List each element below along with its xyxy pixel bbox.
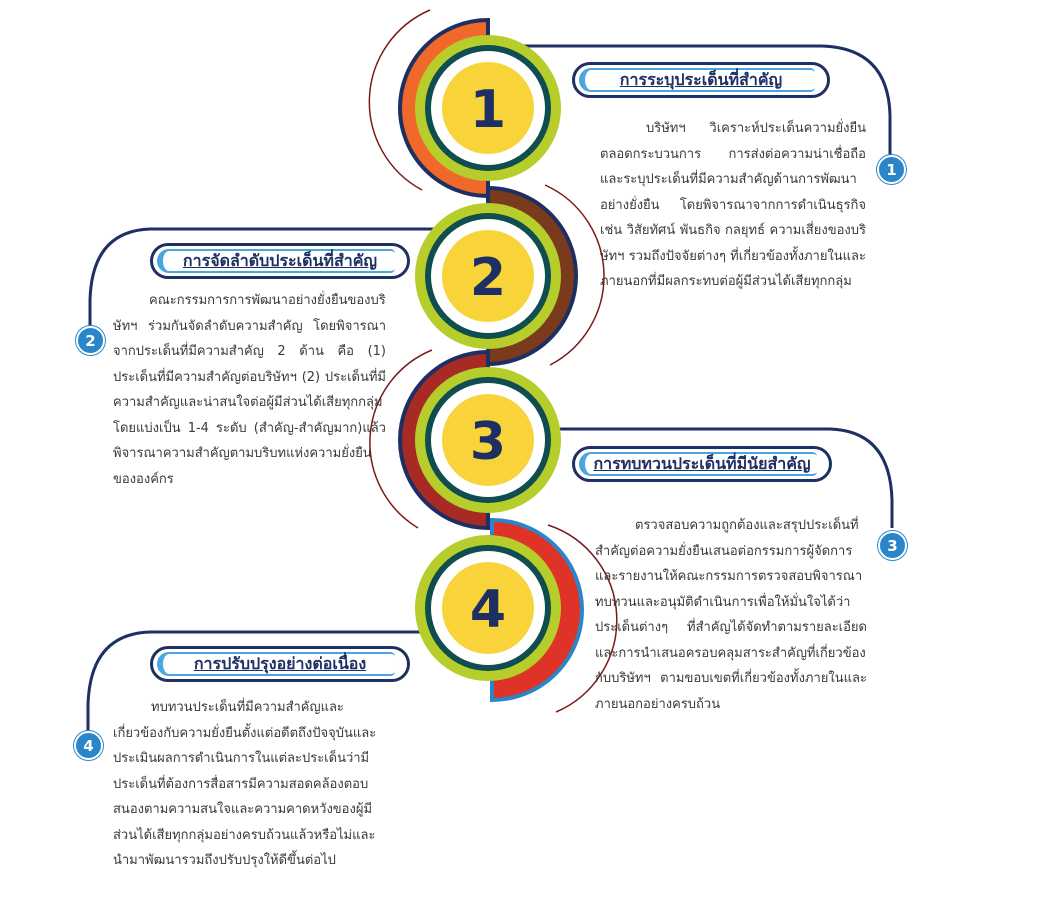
step-number-4: 4 bbox=[469, 580, 507, 640]
step-3-title: การทบทวนประเด็นที่มีนัยสำคัญ bbox=[593, 453, 811, 473]
step-number-3: 3 bbox=[469, 412, 507, 472]
step-4-title: การปรับปรุงอย่างต่อเนื่อง bbox=[193, 653, 367, 673]
step-2-description: คณะกรรมการการพัฒนาอย่างยั่งยืนของบริษัทฯ ร่วมกันจัดลำดับความสำคัญ โดยพิจารณาจากประเด็นที่มีความสำคัญ 2 ด้าน คือ (1) ประเด็นที่มีความสำคัญต่อบริษัทฯ (2) ประเด็นที่มีความสำคัญและน่าสนใจต่อผู้มีส่วนได้เสียทุกกลุ่ม โดยแบ่งเป็น 1-4 ระดับ (สำคัญ-สำคัญมาก)แล้วพิจารณาความสำคัญตามบริบทแห่งความยั่งยืนขององค์กร bbox=[113, 293, 386, 487]
step-4-graphic bbox=[415, 520, 582, 700]
step-2-title-pill bbox=[150, 243, 410, 279]
step-number-2: 2 bbox=[469, 248, 507, 308]
step-1-marker: 1 bbox=[877, 155, 906, 184]
step-4-title-pill bbox=[150, 646, 410, 682]
step-2-title: การจัดลำดับประเด็นที่สำคัญ bbox=[182, 250, 378, 270]
step-1-title: การระบุประเด็นที่สำคัญ bbox=[619, 69, 783, 89]
step-3-title-pill bbox=[572, 446, 832, 482]
step-1-title-pill bbox=[572, 62, 830, 98]
step-2-graphic bbox=[415, 188, 576, 364]
step-2-marker: 2 bbox=[76, 326, 105, 355]
step-3-description: ตรวจสอบความถูกต้องและสรุปประเด็นที่สำคัญต่อความยั่งยืนเสนอต่อกรรมการผู้จัดการและรายงานให้คณะกรรมการตรวจสอบพิจารณาทบทวนและอนุมัติดำเนินการเพื่อให้มั่นใจได้ว่าประเด็นต่างๆ ที่สำคัญได้จัดทำตามรายละเอียด และการนำเสนอครอบคลุมสาระสำคัญที่เกี่ยวข้องกับบริษัทฯ ตามขอบเขตที่เกี่ยวข้องทั้งภายในและภายนอกอย่างครบถ้วน bbox=[595, 518, 867, 712]
step-1-description: บริษัทฯ วิเคราะห์ประเด็นความยั่งยืน ตลอดกระบวนการ การส่งต่อความน่าเชื่อถือ และระบุประเด็นที่มีความสำคัญด้านการพัฒนาอย่างยั่งยืน โดยพิจารณาจากการดำเนินธุรกิจ เช่น วิสัยทัศน์ พันธกิจ กลยุทธ์ ความเสี่ยงของบริษัทฯ รวมถึงปัจจัยต่างๆ ที่เกี่ยวข้องทั้งภายในและภายนอกที่มีผลกระทบต่อผู้มีส่วนได้เสียทุกกลุ่ม bbox=[600, 121, 866, 289]
step-number-1: 1 bbox=[469, 80, 507, 140]
step-3-marker: 3 bbox=[878, 531, 907, 560]
step-4-description: ทบทวนประเด็นที่มีความสำคัญและเกี่ยวข้องกับความยั่งยืนตั้งแต่อดีตถึงปัจจุบันและประเมินผลการดำเนินการในแต่ละประเด็นว่ามีประเด็นที่ต้องการสื่อสารมีความสอดคล้องตอบสนองตามความสนใจและความคาดหวังของผู้มีส่วนได้เสียทุกกลุ่มอย่างครบถ้วนแล้วหรือไม่และนำมาพัฒนารวมถึงปรับปรุงให้ดีขึ้นต่อไป bbox=[113, 700, 377, 868]
step-4-marker: 4 bbox=[74, 731, 103, 760]
step-3-graphic bbox=[400, 352, 561, 528]
